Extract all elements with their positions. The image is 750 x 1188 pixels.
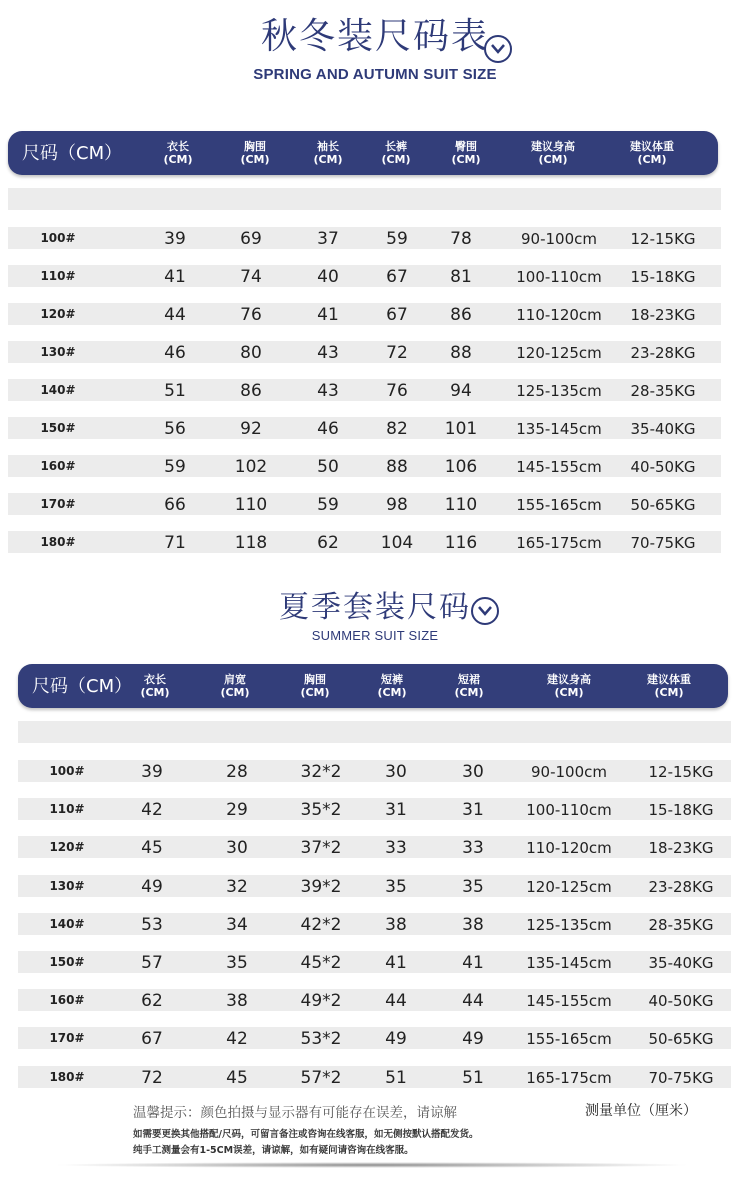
section2-title: 夏季套装尺码 [279, 590, 471, 625]
table-cell: 39 [164, 229, 186, 249]
table-spacer [8, 188, 721, 210]
table-cell: 15-18KG [630, 268, 696, 286]
table-cell: 62 [317, 533, 339, 553]
table-cell: 145-155cm [526, 992, 612, 1011]
table-cell: 33 [385, 838, 407, 859]
size-label: 160# [49, 993, 85, 1008]
size-label: 170# [49, 1031, 85, 1046]
table-cell: 41 [462, 953, 484, 973]
table-cell: 38 [385, 914, 407, 935]
section1-title: 秋冬装尺码表 [260, 16, 489, 57]
table-cell: 110 [234, 495, 268, 515]
table-cell: 40 [317, 267, 339, 287]
table-cell: 59 [164, 457, 186, 477]
table-spacer [18, 721, 731, 743]
size-label: 110# [40, 269, 76, 283]
table-cell: 135-145cm [526, 954, 612, 972]
table-cell: 44 [385, 991, 407, 1012]
table-cell: 30 [226, 838, 248, 859]
section2-subtitle: SUMMER SUIT SIZE [311, 628, 439, 643]
table-cell: 51 [164, 381, 186, 401]
table-cell: 100-110cm [516, 268, 602, 286]
size-label: 100# [40, 231, 76, 245]
table-row [18, 1027, 731, 1049]
table-cell: 145-155cm [516, 458, 602, 476]
footer-tip: 温馨提示：颜色拍摄与显示器有可能存在误差，请谅解 [133, 1105, 457, 1121]
table-cell: 66 [164, 495, 186, 515]
table-cell: 15-18KG [648, 801, 714, 820]
table-cell: 81 [450, 267, 472, 287]
table-cell: 38 [462, 914, 484, 935]
table-cell: 110-120cm [526, 839, 612, 858]
table-cell: 18-23KG [648, 839, 714, 858]
header-cell: 肩宽 (CM) [220, 673, 250, 699]
size-label: 120# [40, 307, 76, 321]
header-cell: 胸围 (CM) [300, 673, 330, 699]
table-cell: 118 [234, 533, 268, 553]
header-cell: 衣长 (CM) [163, 140, 193, 166]
table-cell: 49 [385, 1029, 407, 1050]
table-cell: 33 [462, 838, 484, 859]
table-cell: 45*2 [300, 953, 342, 973]
table-cell: 70-75KG [630, 534, 696, 552]
size-label: 180# [40, 535, 76, 549]
table-cell: 49*2 [300, 991, 342, 1012]
chevron-down-icon [471, 597, 499, 625]
table-cell: 100-110cm [526, 801, 612, 820]
size-label: 130# [40, 345, 76, 359]
bottom-shadow [52, 1162, 692, 1168]
table-cell: 98 [386, 495, 408, 515]
table-cell: 46 [164, 343, 186, 363]
table-cell: 37 [317, 229, 339, 249]
table-cell: 49 [141, 876, 163, 897]
table-cell: 67 [386, 305, 408, 325]
header-cell: 短裤 (CM) [377, 673, 407, 699]
table-cell: 155-165cm [526, 1030, 612, 1049]
header-cell: 建议体重 (CM) [630, 140, 674, 166]
table-cell: 76 [240, 305, 262, 325]
table-cell: 106 [444, 457, 478, 477]
table-cell: 56 [164, 419, 186, 439]
table-cell: 28 [226, 762, 248, 782]
table-cell: 135-145cm [516, 420, 602, 438]
table-cell: 45 [141, 838, 163, 859]
table-cell: 120-125cm [526, 877, 612, 896]
table-row [18, 913, 731, 935]
table-cell: 92 [240, 419, 262, 439]
table-row [8, 531, 721, 553]
header-cell: 长裤 (CM) [381, 140, 411, 166]
table-cell: 116 [444, 533, 478, 553]
header-cell: 袖长 (CM) [313, 140, 343, 166]
table-cell: 41 [164, 267, 186, 287]
header-cell: 建议体重 (CM) [647, 673, 691, 699]
header-cell: 臀围 (CM) [451, 140, 481, 166]
table-cell: 94 [450, 381, 472, 401]
footer-unit: 测量单位（厘米） [585, 1103, 697, 1119]
table-cell: 35 [462, 876, 484, 897]
table-cell: 40-50KG [648, 992, 714, 1011]
table-cell: 44 [164, 305, 186, 325]
table-cell: 86 [450, 305, 472, 325]
table-row [18, 760, 731, 782]
table-cell: 110-120cm [516, 306, 602, 324]
table-cell: 35-40KG [630, 420, 696, 438]
table-row [18, 989, 731, 1011]
table-cell: 102 [234, 457, 268, 477]
table-cell: 120-125cm [516, 344, 602, 362]
table-cell: 31 [385, 800, 407, 821]
table-cell: 82 [386, 419, 408, 439]
table-cell: 37*2 [300, 838, 342, 859]
table-row [8, 493, 721, 515]
table-cell: 41 [385, 953, 407, 973]
table-cell: 32 [226, 876, 248, 897]
table-cell: 72 [386, 343, 408, 363]
footer-note: 纯手工测量会有1-5CM误差，请谅解，如有疑问请咨询在线客服。 [133, 1145, 414, 1156]
table-row [18, 798, 731, 820]
header-cell: 短裙 (CM) [454, 673, 484, 699]
table-cell: 71 [164, 533, 186, 553]
size-label: 140# [40, 383, 76, 397]
table-cell: 76 [386, 381, 408, 401]
table-cell: 165-175cm [526, 1068, 612, 1087]
table-cell: 69 [240, 229, 262, 249]
table-cell: 74 [240, 267, 262, 287]
footer-note: 如需要更换其他搭配/尺码，可留言备注或咨询在线客服，如无侧按默认搭配发货。 [133, 1129, 479, 1140]
table-cell: 104 [380, 533, 414, 553]
table-cell: 53 [141, 914, 163, 935]
table-cell: 78 [450, 229, 472, 249]
table-row [8, 417, 721, 439]
table-cell: 30 [462, 762, 484, 782]
size-label: 120# [49, 840, 85, 855]
header-cell: 建议身高 (CM) [531, 140, 575, 166]
table-row [8, 455, 721, 477]
table-cell: 88 [450, 343, 472, 363]
table-cell: 34 [226, 914, 248, 935]
size-label: 140# [49, 916, 85, 931]
size-label: 150# [49, 955, 85, 969]
chevron-down-icon [484, 35, 512, 63]
table-cell: 42 [226, 1029, 248, 1050]
table-cell: 45 [226, 1067, 248, 1088]
size-label: 130# [49, 878, 85, 893]
size-label: 150# [40, 421, 76, 435]
header-cell: 尺码（CM） [22, 142, 123, 164]
table-cell: 125-135cm [526, 915, 612, 934]
table-cell: 51 [385, 1067, 407, 1088]
table-cell: 23-28KG [630, 344, 696, 362]
table-cell: 40-50KG [630, 458, 696, 476]
table-cell: 32*2 [300, 762, 342, 782]
table-cell: 31 [462, 800, 484, 821]
table-cell: 43 [317, 381, 339, 401]
table-cell: 72 [141, 1067, 163, 1088]
size-label: 100# [49, 764, 85, 778]
table-cell: 49 [462, 1029, 484, 1050]
table-cell: 35 [226, 953, 248, 973]
table-cell: 29 [226, 800, 248, 821]
table-row [8, 303, 721, 325]
table-cell: 110 [444, 495, 478, 515]
table-cell: 53*2 [300, 1029, 342, 1050]
table-cell: 50 [317, 457, 339, 477]
table-row [8, 265, 721, 287]
section1-header [8, 131, 718, 175]
table-row [18, 1066, 731, 1088]
table-row [18, 836, 731, 858]
table-cell: 42 [141, 800, 163, 821]
table-cell: 41 [317, 305, 339, 325]
table-cell: 39 [141, 762, 163, 782]
table-cell: 80 [240, 343, 262, 363]
size-label: 180# [49, 1069, 85, 1084]
table-row [18, 951, 731, 973]
table-cell: 42*2 [300, 914, 342, 935]
table-cell: 28-35KG [630, 382, 696, 400]
table-cell: 155-165cm [516, 496, 602, 514]
table-cell: 44 [462, 991, 484, 1012]
table-row [8, 379, 721, 401]
table-cell: 57 [141, 953, 163, 973]
table-cell: 67 [141, 1029, 163, 1050]
table-cell: 30 [385, 762, 407, 782]
table-row [8, 227, 721, 249]
header-cell: 建议身高 (CM) [547, 673, 591, 699]
table-cell: 165-175cm [516, 534, 602, 552]
table-cell: 28-35KG [648, 915, 714, 934]
table-cell: 50-65KG [648, 1030, 714, 1049]
table-cell: 18-23KG [630, 306, 696, 324]
table-cell: 67 [386, 267, 408, 287]
size-label: 160# [40, 459, 76, 473]
table-cell: 12-15KG [630, 230, 696, 248]
table-cell: 90-100cm [521, 230, 597, 248]
header-cell: 胸围 (CM) [240, 140, 270, 166]
table-cell: 125-135cm [516, 382, 602, 400]
table-cell: 59 [386, 229, 408, 249]
header-cell: 衣长 (CM) [140, 673, 170, 699]
table-cell: 43 [317, 343, 339, 363]
table-cell: 57*2 [300, 1067, 342, 1088]
table-cell: 86 [240, 381, 262, 401]
table-cell: 90-100cm [531, 763, 607, 781]
table-cell: 35*2 [300, 800, 342, 821]
table-cell: 88 [386, 457, 408, 477]
table-cell: 50-65KG [630, 496, 696, 514]
table-cell: 70-75KG [648, 1068, 714, 1087]
table-cell: 101 [444, 419, 478, 439]
table-cell: 62 [141, 991, 163, 1012]
header-cell: 尺码（CM） [32, 675, 133, 697]
table-cell: 35 [385, 876, 407, 897]
table-row [18, 875, 731, 897]
table-cell: 39*2 [300, 876, 342, 897]
section2-header [18, 664, 728, 708]
table-cell: 12-15KG [648, 763, 714, 781]
size-label: 110# [49, 802, 85, 817]
table-cell: 46 [317, 419, 339, 439]
table-row [8, 341, 721, 363]
table-cell: 35-40KG [648, 954, 714, 972]
table-cell: 59 [317, 495, 339, 515]
table-cell: 38 [226, 991, 248, 1012]
table-cell: 51 [462, 1067, 484, 1088]
table-cell: 23-28KG [648, 877, 714, 896]
section1-subtitle: SPRING AND AUTUMN SUIT SIZE [253, 66, 497, 83]
size-label: 170# [40, 497, 76, 511]
